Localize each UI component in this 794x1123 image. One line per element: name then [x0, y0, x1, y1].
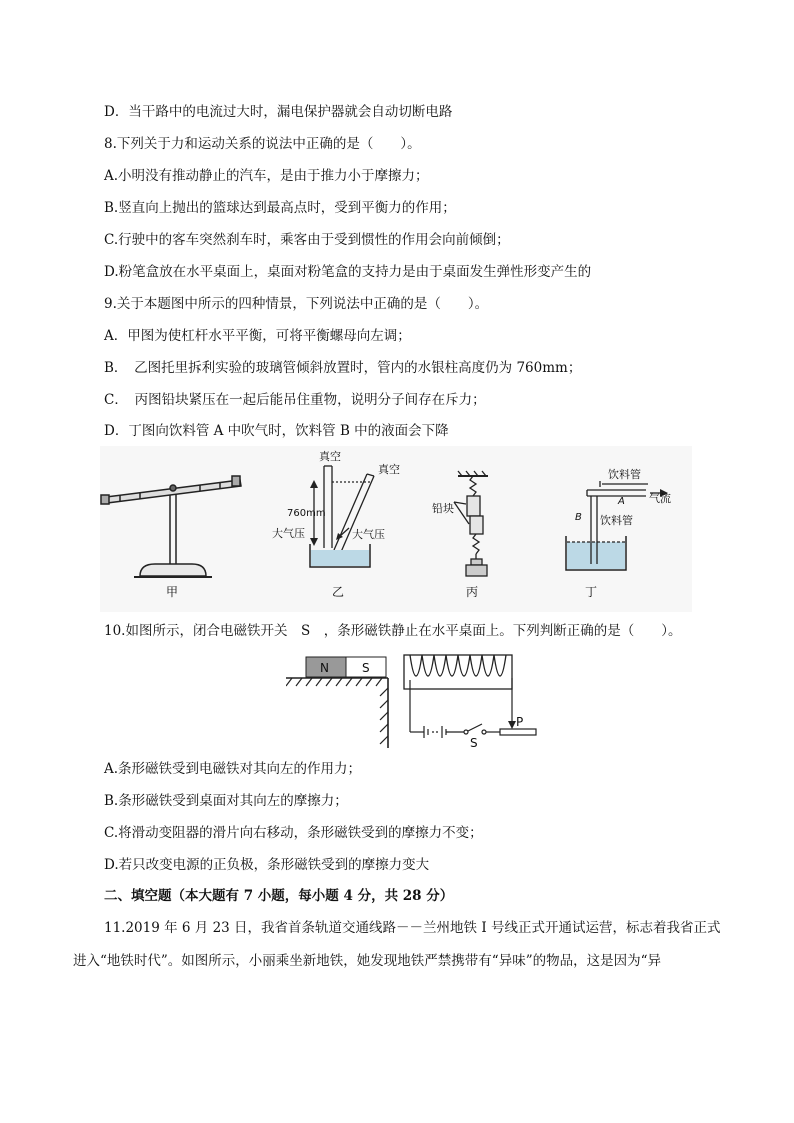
- q9-stem: 9.关于本题图中所示的四种情景，下列说法中正确的是（ ）。: [104, 296, 489, 312]
- caption-yi: 乙: [332, 585, 345, 599]
- q8-option-d: D.粉笔盒放在水平桌面上，桌面对粉笔盒的支持力是由于桌面发生弹性形变产生的: [104, 264, 592, 280]
- slider-p-label: P: [516, 715, 524, 729]
- atm-label-right: 大气压: [352, 528, 385, 541]
- tube-a-label: A: [618, 496, 625, 507]
- q11-line-1: 11.2019 年 6 月 23 日，我省首条轨道交通线路－－兰州地铁 I 号线正式开通试运营，标志着我省正式: [104, 920, 721, 936]
- q8-option-a: A.小明没有推动静止的汽车，是由于推力小于摩擦力；: [104, 168, 429, 184]
- q8-stem: 8.下列关于力和运动关系的说法中正确的是（ ）。: [104, 136, 421, 152]
- q9-option-d: D．丁图向饮料管 A 中吹气时，饮料管 B 中的液面会下降: [104, 423, 449, 439]
- pole-s-label: S: [362, 661, 370, 675]
- section-fill-in-title: 二、填空题（本大题有 7 小题，每小题 4 分，共 28 分）: [104, 888, 454, 904]
- q10-option-c: C.将滑动变阻器的滑片向右移动，条形磁铁受到的摩擦力不变；: [104, 825, 483, 841]
- q9-option-c: C． 丙图铅块紧压在一起后能吊住重物，说明分子间存在斥力；: [104, 392, 486, 408]
- straw-label-b: 饮料管: [600, 514, 633, 527]
- vacuum-label-1: 真空: [319, 450, 341, 463]
- q10-option-d: D.若只改变电源的正负极，条形磁铁受到的摩擦力变大: [104, 857, 430, 873]
- q8-option-c: C.行驶中的客车突然刹车时，乘客由于受到惯性的作用会向前倾倒；: [104, 232, 510, 248]
- q7-option-d: D．当干路中的电流过大时，漏电保护器就会自动切断电路: [104, 104, 453, 120]
- q10-option-b: B.条形磁铁受到桌面对其向左的摩擦力；: [104, 793, 348, 809]
- caption-bing: 丙: [466, 585, 479, 599]
- lead-block-label: 铅块: [432, 502, 454, 515]
- q11-line-2: 进入“地铁时代”。如图所示，小丽乘坐新地铁，她发现地铁严禁携带有“异味”的物品，这是因为“异: [73, 953, 662, 969]
- q8-option-b: B.竖直向上抛出的篮球达到最高点时，受到平衡力的作用；: [104, 200, 456, 216]
- q9-figure: [100, 446, 692, 612]
- vacuum-label-2: 真空: [378, 463, 400, 476]
- q9-option-b: B． 乙图托里拆利实验的玻璃管倾斜放置时，管内的水银柱高度仍为 760mm；: [104, 360, 582, 376]
- q10-stem: 10.如图所示，闭合电磁铁开关 S ，条形磁铁静止在水平桌面上。下列判断正确的是（ ）。: [104, 623, 682, 639]
- switch-s-label: S: [470, 736, 478, 750]
- bar-magnet: [306, 657, 386, 677]
- circuit: [410, 678, 536, 738]
- height-760mm-label: 760mm: [287, 508, 326, 519]
- q9-option-a: A．甲图为使杠杆水平平衡，可将平衡螺母向左调；: [104, 328, 411, 344]
- pole-n-label: N: [320, 661, 329, 675]
- table-edge: [286, 678, 388, 748]
- atm-label-left: 大气压: [272, 527, 305, 540]
- caption-jia: 甲: [166, 585, 179, 599]
- electromagnet: [404, 655, 512, 689]
- straw-label-a: 饮料管: [608, 468, 641, 481]
- tube-b-label: B: [575, 512, 582, 523]
- q10-figure: [286, 654, 542, 752]
- airflow-label: 气流: [649, 492, 671, 505]
- q10-option-a: A.条形磁铁受到电磁铁对其向左的作用力；: [104, 761, 362, 777]
- caption-ding: 丁: [585, 585, 598, 599]
